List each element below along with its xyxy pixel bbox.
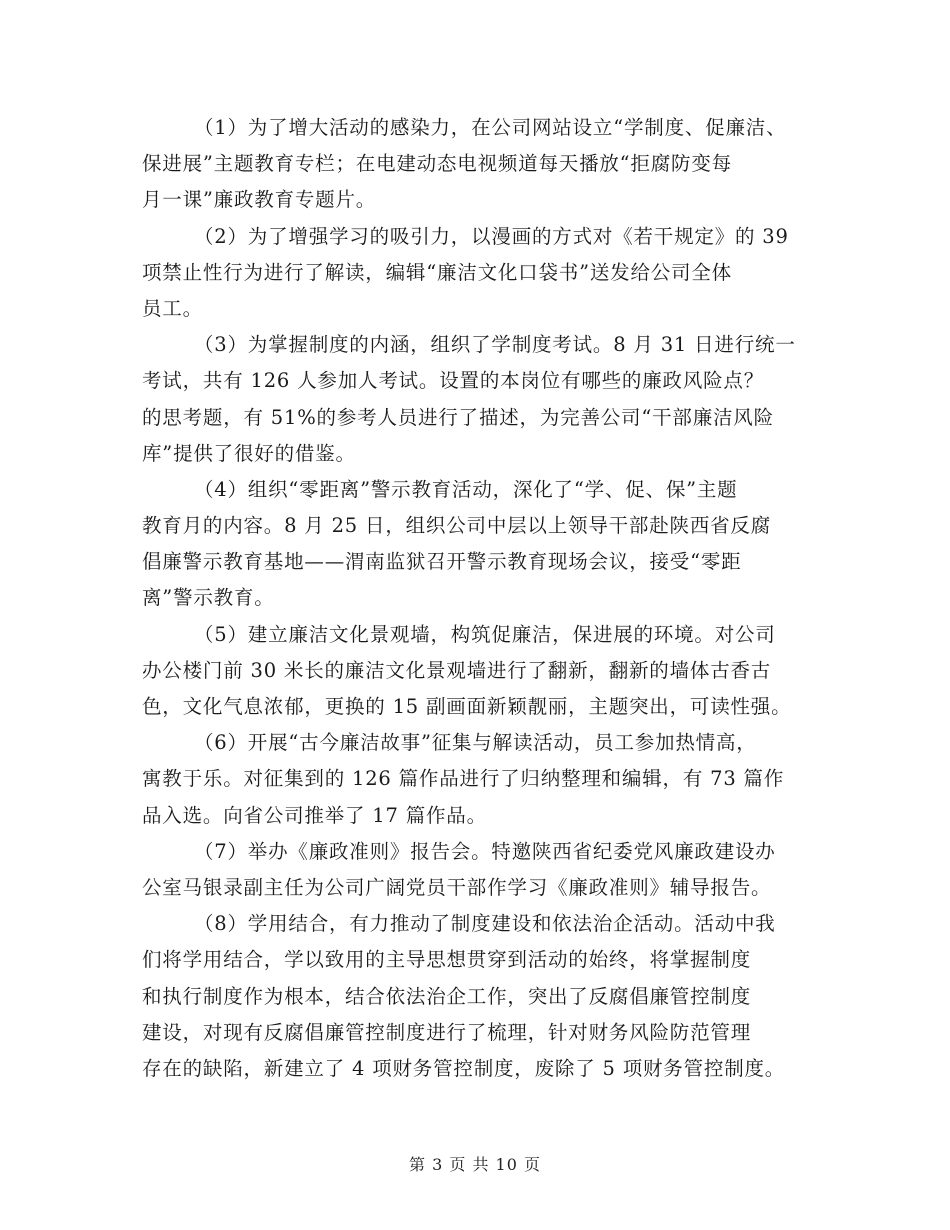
paragraph-line: （6）开展“古今廉洁故事”征集与解读活动，员工参加热情高， xyxy=(194,731,757,755)
paragraph-line: 寓教于乐。对征集到的 126 篇作品进行了归纳整理和编辑，有 73 篇作 xyxy=(142,767,785,791)
paragraph-line: （2）为了增强学习的吸引力，以漫画的方式对《若干规定》的 39 xyxy=(194,224,789,248)
paragraph-line: 离”警示教育。 xyxy=(142,586,275,610)
paragraph-1 xyxy=(142,110,822,219)
document-body xyxy=(142,110,822,1087)
paragraph-5 xyxy=(142,617,822,726)
paragraph-line: 倡廉警示教育基地——渭南监狱召开警示教育现场会议，接受“零距 xyxy=(142,550,742,574)
paragraph-6 xyxy=(142,725,822,834)
paragraph-line: 品入选。向省公司推举了 17 篇作品。 xyxy=(142,803,487,827)
paragraph-3 xyxy=(142,327,822,472)
paragraph-line: 建设，对现有反腐倡廉管控制度进行了梳理，针对财务风险防范管理 xyxy=(142,1020,752,1044)
paragraph-line: （5）建立廉洁文化景观墙，构筑促廉洁，保进展的环境。对公司 xyxy=(194,622,776,646)
paragraph-line: 教育月的内容。8 月 25 日，组织公司中层以上领导干部赴陕西省反腐 xyxy=(142,514,772,538)
paragraph-line: （8）学用结合，有力推动了制度建设和依法治企活动。活动中我 xyxy=(194,912,776,936)
paragraph-line: 库”提供了很好的借鉴。 xyxy=(142,441,356,465)
paragraph-line: （7）举办《廉政准则》报告会。特邀陕西省纪委党风廉政建设办 xyxy=(194,839,776,863)
paragraph-line: 和执行制度作为根本，结合依法治企工作，突出了反腐倡廉管控制度 xyxy=(142,984,752,1008)
paragraph-line: （1）为了增大活动的感染力，在公司网站设立“学制度、促廉洁、 xyxy=(194,116,787,139)
paragraph-line: （4）组织“零距离”警示教育活动，深化了“学、促、保”主题 xyxy=(194,477,738,501)
page-number-footer: 第 3 页 共 10 页 xyxy=(409,1155,541,1174)
paragraph-line: 保进展”主题教育专栏；在电建动态电视频道每天播放“拒腐防变每 xyxy=(142,152,732,176)
paragraph-line: （3）为掌握制度的内涵，组织了学制度考试。8 月 31 日进行统一 xyxy=(194,333,796,357)
paragraph-line: 员工。 xyxy=(142,296,203,320)
paragraph-8 xyxy=(142,906,822,1087)
paragraph-2 xyxy=(142,219,822,328)
paragraph-line: 项禁止性行为进行了解读，编辑“廉洁文化口袋书”送发给公司全体 xyxy=(142,260,732,284)
paragraph-4 xyxy=(142,472,822,617)
paragraph-line: 存在的缺陷，新建立了 4 项财务管控制度，废除了 5 项财务管控制度。 xyxy=(142,1056,786,1080)
paragraph-line: 月一课”廉政教育专题片。 xyxy=(142,188,377,212)
paragraph-line: 们将学用结合，学以致用的主导思想贯穿到活动的始终，将掌握制度 xyxy=(142,948,752,972)
paragraph-line: 的思考题，有 51%的参考人员进行了描述，为完善公司“干部廉洁风险 xyxy=(142,405,774,429)
paragraph-7 xyxy=(142,834,822,906)
paragraph-line: 考试，共有 126 人参加人考试。设置的本岗位有哪些的廉政风险点？ xyxy=(142,369,765,393)
paragraph-line: 色，文化气息浓郁，更换的 15 副画面新颖靓丽，主题突出，可读性强。 xyxy=(142,695,792,718)
paragraph-line: 公室马银录副主任为公司广阔党员干部作学习《廉政准则》辅导报告。 xyxy=(142,875,772,899)
paragraph-line: 办公楼门前 30 米长的廉洁文化景观墙进行了翻新，翻新的墙体古香古 xyxy=(142,658,772,682)
